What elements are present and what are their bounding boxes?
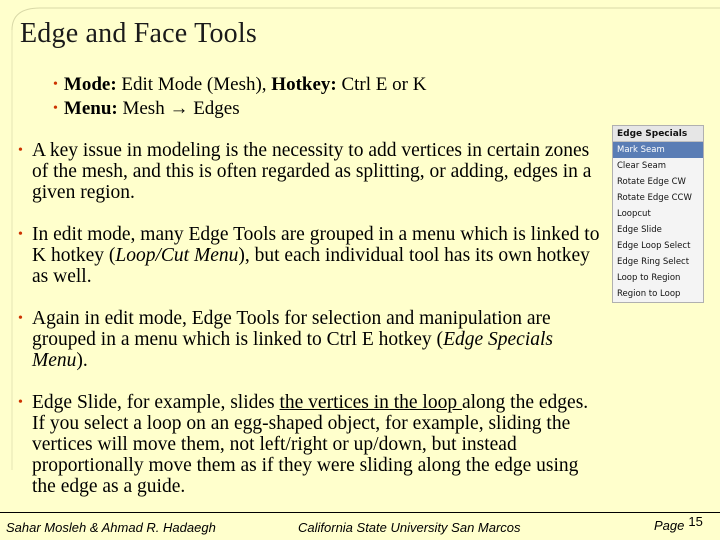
menu-header: Edge Specials <box>613 126 703 142</box>
bullet-item <box>18 224 603 287</box>
page-label: Page <box>654 518 685 533</box>
bullet-text: Again in edit mode, Edge Tools for selection and manipulation are grouped in a menu which is linked to Ctrl E hotkey ( <box>32 308 551 350</box>
menu-item-rotate-edge-cw[interactable]: Rotate Edge CW <box>617 177 686 187</box>
bullet-dot-icon: • <box>18 227 23 242</box>
menu-item-edge-slide[interactable]: Edge Slide <box>617 225 662 235</box>
menu-item-rotate-edge-ccw[interactable]: Rotate Edge CCW <box>617 193 692 203</box>
menu-item-mark-seam[interactable]: Mark Seam <box>613 142 703 158</box>
menu-item-loopcut[interactable]: Loopcut <box>617 209 651 219</box>
edge-specials-menu-text: Edge Specials Menu <box>32 329 553 371</box>
menu-label: Menu: <box>63 98 118 119</box>
hotkey-label: Hotkey: <box>271 74 337 95</box>
mode-row <box>53 74 426 98</box>
bullet-text: ), but each individual tool has its own hotkey as well. <box>32 245 590 287</box>
mode-info <box>53 74 426 122</box>
bullet-dot-icon: • <box>18 143 23 158</box>
bullet-dot-icon: • <box>18 311 23 326</box>
footer-university: California State University San Marcos <box>298 520 521 535</box>
menu-item-loop-to-region[interactable]: Loop to Region <box>617 273 681 283</box>
bullet-dot-icon: • <box>53 77 58 92</box>
bullet-item <box>18 392 603 497</box>
mode-value: Edit Mode (Mesh), <box>116 74 272 95</box>
menu-item-clear-seam[interactable]: Clear Seam <box>617 161 667 171</box>
bullet-text: A key issue in modeling is the necessity to add vertices in certain zones of the mesh, and this is often regarded as splitting, or adding, edges in a given region. <box>32 140 592 203</box>
edge-specials-menu <box>612 125 704 303</box>
footer <box>0 514 720 540</box>
bullet-text: along the edges. If you select a loop on an egg-shaped object, for example, sliding the vertices will move them, not left/right or up/down, but instead proportionally move them as if they were sliding along the edge using the edge as a guide. <box>32 392 589 497</box>
slide-title: Edge and Face Tools <box>20 18 257 49</box>
footer-authors: Sahar Mosleh & Ahmad R. Hadaegh <box>6 520 216 535</box>
menu-item-region-to-loop[interactable]: Region to Loop <box>617 289 681 299</box>
footer-divider <box>0 512 720 513</box>
underlined-text: the vertices in the loop <box>279 392 462 413</box>
mode-label: Mode: <box>63 74 117 95</box>
menu-row <box>53 98 426 122</box>
bullet-dot-icon: • <box>18 395 23 410</box>
bullet-dot-icon: • <box>53 101 58 116</box>
menu-item-edge-ring-select[interactable]: Edge Ring Select <box>617 257 690 267</box>
bullet-item <box>18 140 603 203</box>
hotkey-value: Ctrl E or K <box>336 74 427 95</box>
menu-value: Mesh → Edges <box>117 98 240 119</box>
bullet-text: Edge Slide, for example, slides <box>32 392 280 413</box>
bullet-list <box>18 140 603 518</box>
bullet-text: ). <box>76 350 88 371</box>
footer-page <box>654 514 703 533</box>
menu-item-edge-loop-select[interactable]: Edge Loop Select <box>617 241 691 251</box>
page-number: 15 <box>688 514 703 529</box>
loop-cut-menu-text: Loop/Cut Menu <box>115 245 239 266</box>
bullet-text: In edit mode, many Edge Tools are grouped in a menu which is linked to K hotkey ( <box>32 224 600 266</box>
bullet-item <box>18 308 603 371</box>
